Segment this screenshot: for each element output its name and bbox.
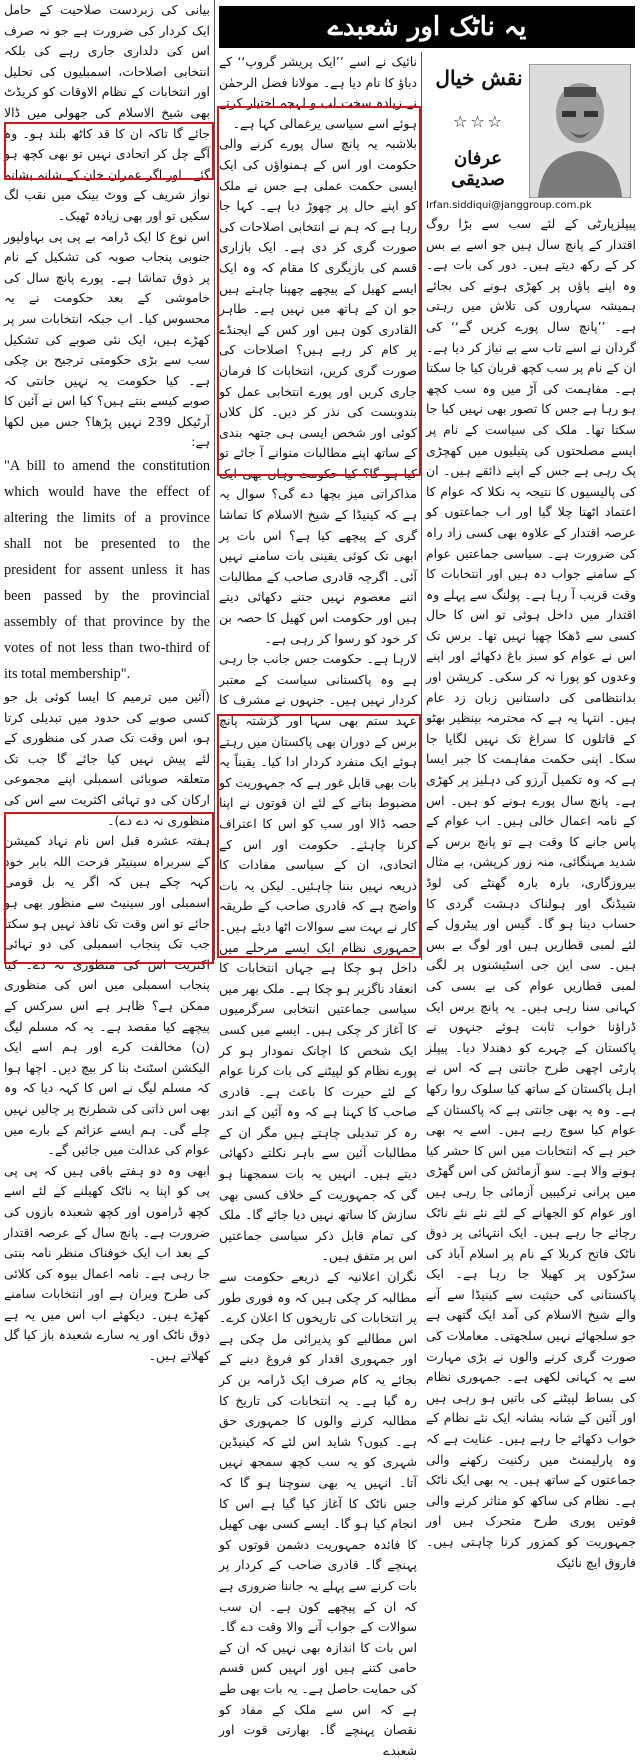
article-paragraph: بلاشبہ یہ پانچ سال پورے کرنے والی حکومت اور اس کے ہمنواؤں کی ایک ایسی حکمت عملی ہے جس نے ملک کو اپنے حال پر چھوڑ دیا ہے۔ کہا جا رہا ہے کہ ہم نے انتخابی اصلاحات کی صورت گری کر دی ہے۔ ایک بازاری قسم کی بازیگری کا مقام کہ وہ ایک ایسے کھیل کے پیچھے چھپنا چاہتے ہیں جو ان کے ہاتھ میں نہیں ہے۔ طاہر القادری کون ہیں اور کس کے ایجنڈے پر کام کر رہے ہیں؟ اصلاحات کی صورت گری کریں، انتخابات کا فرمان جاری کریں اور پورے انتخابی عمل کو بندوبست کی نذر کر دیں۔ کل کلاں کوئی اور شخص ایسی ہی جتھہ بندی کے ساتھ اپنے مطالبات منوانے آ جائے تو کیا ہو گا؟ کیا حکومت وہاں بھی ایک مذاکراتی میز بچھا دے گی؟ سوال یہ ہے کہ کینیڈا کے شیخ الاسلام کا تماشا گری کے پیچھے کیا ہے؟ اس بات پر ابھی تک کوئی یقینی بات سامنے نہیں آئی۔ اگرچہ قادری صاحب کے مطالبات اتنے معصوم نہیں جتنے دکھائی دیتے ہیں اور حکومت اس کھیل کا حصہ بن کر خود کو رسوا کر رہی ہے۔ — [219, 136, 417, 646]
column-divider — [421, 52, 422, 960]
article-paragraph: ہفتہ عشرہ قبل اس نام نہاد کمیشن کے سربراہ سینیٹر فرحت اللہ بابر خود کہہ چکے ہیں کہ اگر یہ بل قومی اسمبلی اور سینیٹ سے منظور بھی ہو جائے تو اس وقت تک نافذ نہیں ہو سکتا جب تک پنجاب اسمبلی کی دو تہائی اکثریت اس کی منظوری نہ دے۔ کیا پنجاب اسمبلی میں اس کی منظوری ممکن ہے؟ ظاہر ہے اس سرکس کے پیچھے کیا مقصد ہے۔ یہ کہ مسلم لیگ (ن) مخالفت کرے اور ہم اسے ایک الیکشن اسٹنٹ بنا کر بیچ دیں۔ اچھا ہوا کہ مسلم لیگ نے اس کا کہہ دیا کہ وہ بھی اس ذاتی کی شطرنج پر چالیں نہیں چلے گی۔ ہم ایسے عزائم کے بارے میں عوام کی عدالت میں جائیں گے۔ — [4, 833, 210, 1158]
column-divider — [214, 0, 215, 960]
column-title: نقش خیال — [435, 66, 523, 90]
author-photo — [529, 64, 631, 198]
author-email[interactable]: Irfan.siddiqui@janggroup.com.pk — [426, 200, 592, 211]
article-paragraph: پیپلزپارٹی کے لئے سب سے بڑا روگ اقتدار کے پانچ سال ہیں جو اسے بے بس کر کے رکھ دیتے ہیں۔ دور کی بات ہے۔ وہ اپنے پاؤں پر کھڑی ہونے کی بجائے ہمیشہ سہاروں کی تلاش میں رہتی ہے۔ ’’پانچ سال پورے کریں گے‘‘ کی گردان نے اسے تاب سے بے نیاز کر دیا ہے۔ ان کے نام پر سب کچھ قربان کیا جا سکتا ہے۔ مفاہمت کی آڑ میں وہ سب کچھ ہو رہا ہے جس کا تصور بھی نہیں کیا جا سکتا تھا۔ ملک کی سیاست کے نام پر ایسے مصلحتوں کی پتیلیوں میں کھچڑی پک رہی ہے جس کے اپنے ذائقے ہیں۔ ان کی پالیسیوں کا نتیجہ یہ نکلا کہ عوام کا اعتماد اٹھتا چلا گیا اور اب جماعتوں کو عرصہ اقتدار کے علاوہ بھی کسی زاد راہ کی ضرورت ہے۔ سیاسی جماعتیں عوام کے سامنے جواب دہ ہیں اور انتخابات کا وقت قریب آ رہا ہے۔ پولنگ سے پہلے وہ اقتدار میں داخل ہوئی تو اس کا حال کسی سے ڈھکا چھپا نہیں تھا۔ برس تک اس نے عوام کو سبز باغ دکھائے اور اپنے وعدوں کو پورا نہ کر سکی۔ کرپشن اور بدانتظامی کی داستانیں زبان زد عام ہیں۔ انتہا یہ ہے کہ محترمہ بینظیر بھٹو کے قاتلوں کا سراغ تک نہیں لگایا جا سکا۔ اپنی حکمت مفاہمت کا جبر ایسا ہے کہ وہ تکمیل آرزو کی دہلیز پر کھڑی ہے۔ پانچ سال پورے ہونے کو ہیں۔ اس کے نامہ اعمال خالی ہیں۔ اب عوام کے پاس جانے کا وقت ہے تو پانچ برس کے شدید مہنگائی، منہ زور کرپشن، بے مثال بیروزگاری، بارہ بارہ گھنٹے کی لوڈ شیڈنگ اور ہولناک دہشت گردی کا حساب دینا ہو گا۔ گیس اور پیٹرول کے لئے لمبی قطاریں ہیں اور لوگ بے بس ہیں۔ سی این جی اسٹیشنوں پر لگی لمبی قطاریں عوام کی بے بسی کی کہانی سنا رہی ہیں۔ یہ پانچ برس ایک ڈراؤنا خواب ثابت ہوئے جنہوں نے پاکستان کے چہرے کو دھندلا دیا۔ پیپلز پارٹی اچھی طرح جانتی ہے کہ اس نے اہل پاکستان کے ساتھ کیا سلوک روا رکھا ہے۔ وہ یہ بھی جانتی ہے کہ پاکستان کے عوام کیا سوچ رہے ہیں۔ اسے یہ بھی خبر ہے کہ انتخابات میں اس کا حشر کیا ہونے والا ہے۔ سو آزمائش کی اس گھڑی میں پرانی ترکیبیں آزمائی جا رہی ہیں اور عوام کو الجھانے کے لئے نئے نئے ناٹک رچائے جا رہے ہیں۔ ایک انتہائی پر ذوق ناٹک فاتح کربلا کے نام پر اسلام آباد کی سڑکوں پر کھیلا جا رہا ہے۔ ایک پاکستانی کی حیثیت سے کینیڈا سے آنے والے شیخ الاسلام کی آمد ایک گتھی ہے جو سلجھائے نہیں سلجھتی۔ معاملات کی صورت گری کرنے والوں نے بڑی مہارت سے یہ کہانی لکھی ہے۔ جمہوری نظام کی بساط لپیٹنے کی باتیں ہو رہی ہیں اور آئین کے شانہ بشانہ ایک نئے نظام کے خواب دکھائے جا رہے ہیں۔ عنایت ہے کہ وہ پارلیمنٹ میں رکنیت رکھنے والی جماعتوں کے ساتھ ہیں۔ یہ بھی ایک ناٹک ہے۔ نظام کی ساکھ کو متاثر کرنے والی قوتیں پوری طرح متحرک ہیں اور جمہوریت کو کمزور کرنا چاہتی ہیں۔ فاروق ایچ نائیک — [426, 216, 636, 1570]
constitution-quote: "A bill to amend the constitution which would have the effect of altering the limits of a province shall not be presented to the president for assent unless it has been passed by the provincial assembly of that province by the votes of not less than two-third of its total membership". — [4, 458, 210, 683]
column-middle — [219, 52, 417, 1758]
column-left — [4, 0, 210, 1364]
article-paragraph: ابھی وہ دو ہفتے باقی ہیں کہ پی پی پی کو اپنا یہ ناٹک کھیلنے کے لئے اسے کچھ ڈراموں اور کچھ شعبدہ بازوں کی ضرورت ہے۔ پانچ سال کے عرصہ اقتدار کے بعد اب ایک خوفناک منظر نامہ بنتی جا رہی ہے۔ نامہ اعمال بیوہ کی کلائی کی طرح ویران ہے اور انتخابات سامنے کھڑے ہیں۔ دیکھئے اب اس میں یہ ہے ذوق ناٹک اور یہ سارے شعبدہ باز کیا گل کھلاتے ہیں۔ — [4, 1162, 210, 1364]
article-paragraph: اس نوع کا ایک ڈرامہ بے پی پی بہاولپور جنوبی پنجاب صوبہ کی تشکیل کے نام پر ذوق تماشا ہے۔ پورے پانچ سال کی خاموشی کے بعد حکومت نے یہ محسوس کیا۔ اب جبکہ انتخابات سر پر کھڑے ہیں، ایک نئی صوبے کی تشکیل سب سے بڑی حکومتی ترجیح بن چکی ہے۔ کیا حکومت یہ نہیں جانتی کہ صوبے کیسے بنتے ہیں؟ کیا اس نے آئین کا آرٹیکل 239 نہیں پڑھا؟ جس میں لکھا ہے: — [4, 228, 210, 450]
article-paragraph: نگران اعلانیہ کے ذریعے حکومت سے مطالبہ کر چکی ہیں کہ وہ فوری طور پر انتخابات کی تاریخوں کا اعلان کرے۔ اس مطالبے کو پذیرائی مل چکی ہے اور جمہوری اقدار کو فروغ دینے کے بجائے یہ کام صرف ایک ڈرامہ بن کر رہ گیا ہے۔ یہ انتخابات کی تاریخ کا مطالبہ کرنے والوں کا جمہوری حق ہے۔ کیوں؟ شاید اس لئے کہ کینیڈین شہری کو یہ سب کچھ سمجھ نہیں آتا۔ انہیں یہ بھی سوچنا ہو گا کہ جس ناٹک کا آغاز کیا گیا ہے اس کا انجام کیا ہو گا۔ ایسے کسی بھی کھیل کا فائدہ جمہوریت دشمن قوتوں کو پہنچے گا۔ قادری صاحب کے کردار پر بات کرنے سے پہلے یہ جاننا ضروری ہے کہ ان کے پیچھے کون ہے۔ ان سب سوالات کے جواب آنے والا وقت دے گا۔ اس بات کا اندازہ بھی نہیں کہ ان کے حامی کتنے ہیں اور انہیں کس قسم کی حمایت حاصل ہے۔ یہ بات بھی طے ہے کہ اس سے ملک کے مفاد کو نقصان پہنچے گا۔ بھارتی قوت اور شعبدے — [219, 1269, 417, 1758]
article-paragraph: (آئین میں ترمیم کا ایسا کوئی بل جو کسی صوبے کی حدود میں تبدیلی کرتا ہو، اس وقت تک صدر کی منظوری کے لئے پیش نہیں کیا جائے گا جب تک متعلقہ صوبائی اسمبلی اپنے مجموعی ارکان کی دو تہائی اکثریت سے اس کی منظوری نہ دے دے)۔ — [4, 689, 210, 828]
author-portrait-icon — [530, 65, 630, 197]
author-name: عرفان صدیقی — [451, 148, 505, 190]
article-paragraph: لارہا ہے۔ حکومت جس جانب جا رہی ہے وہ پاکستانی سیاست کے معتبر کردار نہیں ہیں۔ جنہوں نے مشرف کا عہد ستم بھی سہا اور گزشتہ پانچ برس کے دوران بھی پاکستان میں رہتے ہوئے ایک منفرد کردار ادا کیا۔ یقیناً یہ بات بھی قابل غور ہے کہ جمہوریت کو مضبوط بنانے کے لئے ان قوتوں نے اپنا حصہ ڈالا اور سب کو اس کا اعتراف کرنا چاہئے۔ حکومت اور اس کے اتحادی، ان کے سیاسی مفادات کا ذریعہ نہیں بننا چاہئیں۔ لیکن یہ بات واضح ہے کہ قادری صاحب کے طریقہ کار نے بہت سے سوالات اٹھا دیئے ہیں۔ جمہوری نظام ایک ایسے مرحلے میں داخل ہو چکا ہے جہاں انتخابات کا انعقاد ناگزیر ہو چکا ہے۔ ملک بھر میں سیاسی جماعتیں انتخابی سرگرمیوں کا آغاز کر چکی ہیں۔ ایسے میں کسی ایک شخص کا اچانک نمودار ہو کر پورے نظام کو لپیٹنے کی بات کرنا عوام کے لئے حیرت کا باعث ہے۔ قادری صاحب کا کہنا ہے کہ وہ آئین کے اندر رہ کر تبدیلی چاہتے ہیں مگر ان کے مطالبات آئین سے باہر نکلتے دکھائی دیتے ہیں۔ انہیں یہ بات سمجھنا ہو گی کہ جمہوریت کے خلاف کسی بھی سازش کا ساتھ نہیں دیا جائے گا۔ ملک کی تمام قابل ذکر سیاسی جماعتیں اس پر متفق ہیں۔ — [219, 651, 417, 1264]
headline-banner: یہ ناٹک اور شعبدے — [219, 6, 635, 48]
article-paragraph: بیانی کی زبردست صلاحیت کے حامل ایک کردار کی ضرورت ہے جو نہ صرف اس کی دلداری جاری رہے کی بلکہ انتخابی اصلاحات، اسمبلیوں کی تحلیل اور انتخابات کے نظام الاوقات کو کریڈٹ بھی شیخ الاسلام کی جھولی میں ڈالا جائے گا تاکہ ان کا قد کاٹھ بلند ہو۔ وہ آگے چل کر اتحادی نہیں تو بھی کچھ ہو گئے۔ اور اگر عمران خان کے شانہ بشانہ نواز شریف کے ووٹ بینک میں نقب لگ سکیں تو اور بھی زیادہ ٹھیک۔ — [4, 2, 210, 223]
article-paragraph: نائیک نے اسے ’’ایک پریشر گروپ‘‘ کے دباؤ کا نام دیا ہے۔ مولانا فضل الرحمٰن نے زیادہ سخت لب و لہجہ اختیار کرتے ہوئے اسے سیاسی یرغمالی کہا ہے۔ — [219, 54, 417, 131]
rating-stars: ☆☆☆ — [452, 112, 506, 131]
author-box — [426, 60, 636, 200]
column-right — [426, 214, 636, 1570]
